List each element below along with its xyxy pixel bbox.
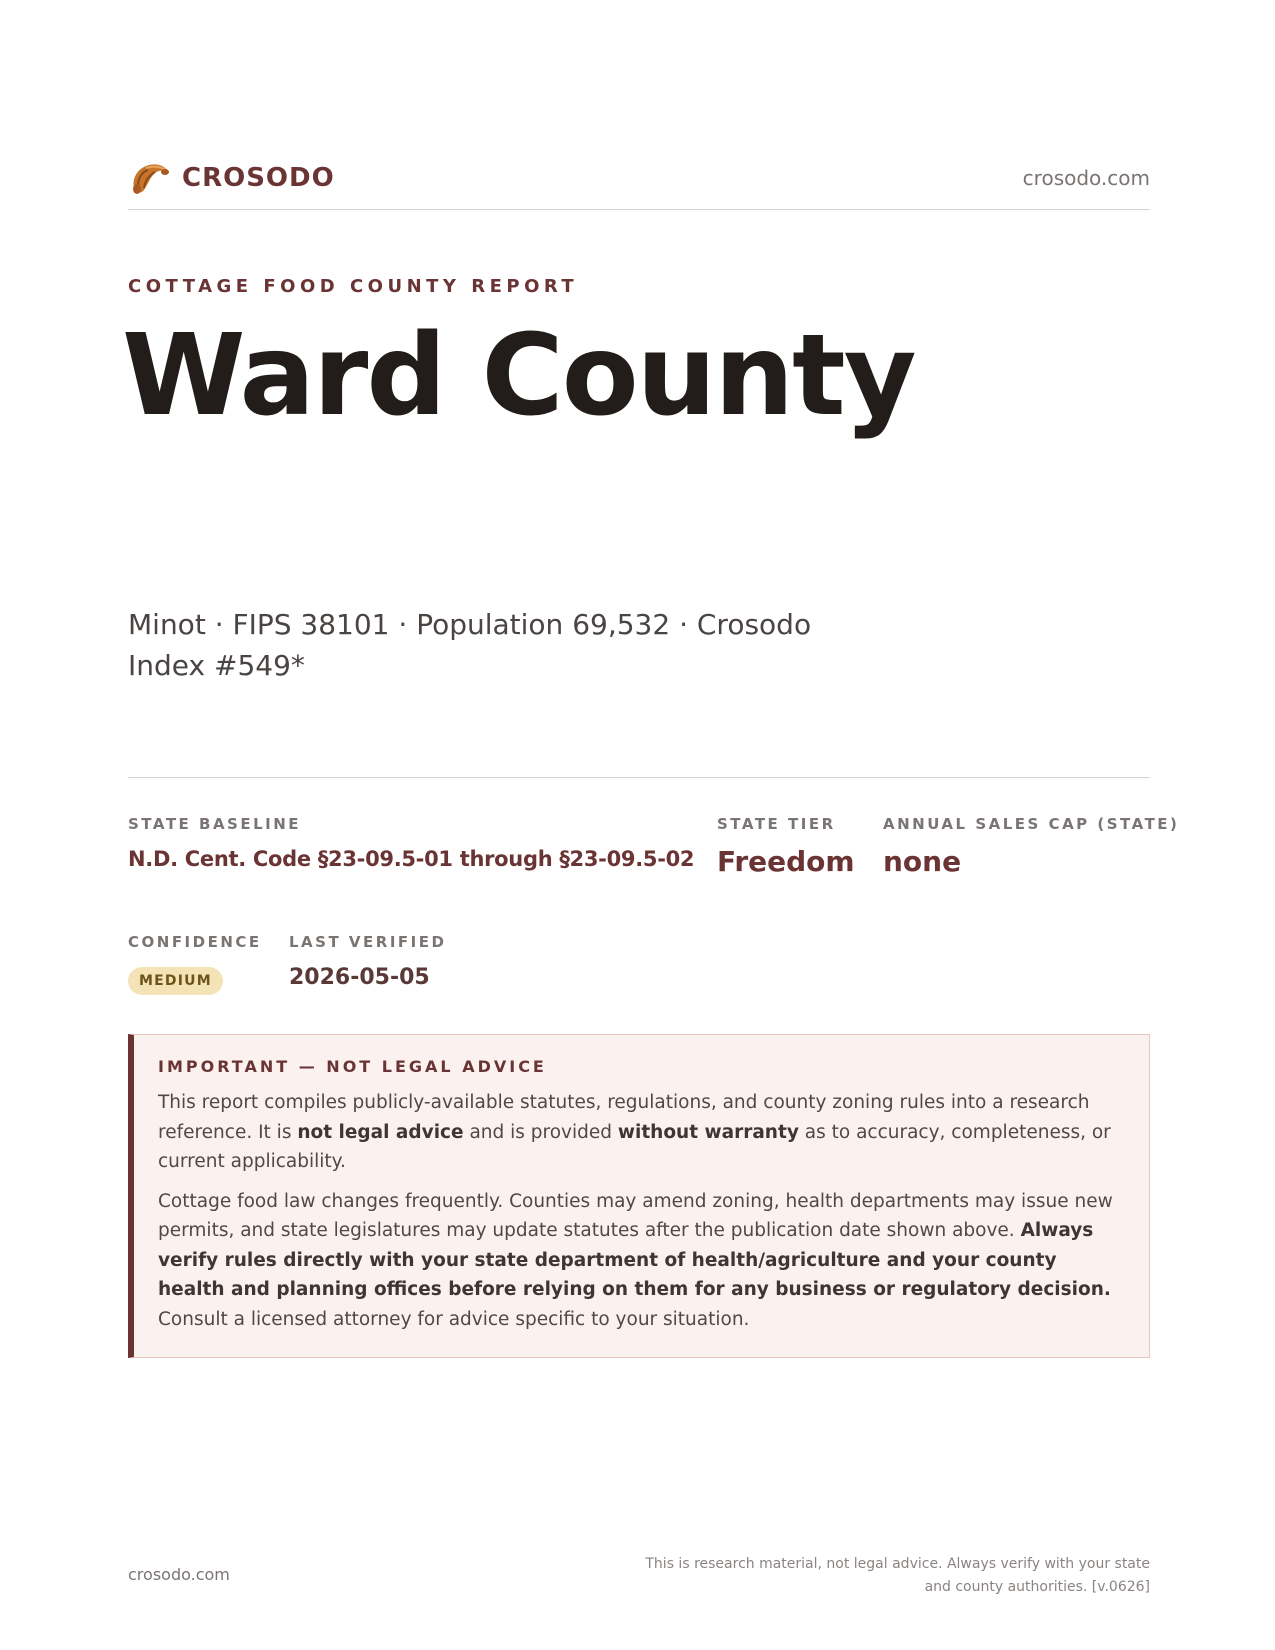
notice-p2-bold: Always verify rules directly with your state department of health/agriculture and your county health and planning offices before relying on them for any business or regulatory decision. [158,1220,1111,1300]
footer-url[interactable]: crosodo.com [128,1565,230,1584]
brand-name: CROSODO [182,162,335,193]
state-tier-field [717,815,855,878]
notice-p2-text-b: Consult a licensed attorney for advice specific to your situation. [158,1308,750,1330]
last-verified-label: LAST VERIFIED [289,933,447,951]
brand[interactable] [128,158,335,198]
county-subtitle: Minot · FIPS 38101 · Population 69,532 · Crosodo Index #549* [128,608,812,682]
state-baseline-label: STATE BASELINE [128,815,302,833]
section-divider [128,777,1150,778]
state-baseline-field [128,815,694,871]
site-url-link[interactable]: crosodo.com [1022,165,1150,190]
confidence-field [128,933,262,995]
footer-disclaimer: This is research material, not legal advice. Always verify with your state and county authorities. [v.0626] [645,1556,1150,1595]
state-tier-value: Freedom [717,845,855,878]
last-verified-value: 2026-05-05 [289,965,430,990]
page-header [128,156,1150,210]
notice-p2-text-a: Cottage food law changes frequently. Counties may amend zoning, health departments may issue new permits, and state legislatures may update statutes after the publication date shown above. [158,1190,1113,1241]
page-title: Ward County [122,311,915,441]
notice-p1-bold-a: not legal advice [297,1121,464,1143]
notice-p1-text-a: This report compiles publicly-available statutes, regulations, and county zoning rules into a research reference. It is [158,1092,1090,1143]
sales-cap-field [883,815,1179,878]
notice-p1-text-c: as to accuracy, completeness, or current applicability. [158,1121,1111,1172]
legal-notice [128,1034,1150,1358]
state-baseline-value: N.D. Cent. Code §23-09.5-01 through §23-09.5-02 [128,847,695,871]
last-verified-field [289,933,446,990]
notice-p1-bold-b: without warranty [617,1121,799,1143]
notice-p1-text-b: and is provided [463,1121,618,1143]
sales-cap-label: ANNUAL SALES CAP (STATE) [883,815,1180,833]
notice-title: IMPORTANT — NOT LEGAL ADVICE [158,1057,547,1076]
confidence-badge: MEDIUM [128,967,223,995]
notice-paragraph-1 [158,1088,1123,1177]
croissant-icon [128,158,170,198]
state-tier-label: STATE TIER [717,815,836,833]
notice-paragraph-2 [158,1187,1123,1335]
report-eyebrow: COTTAGE FOOD COUNTY REPORT [128,276,579,297]
sales-cap-value: none [883,845,962,878]
confidence-label: CONFIDENCE [128,933,262,951]
